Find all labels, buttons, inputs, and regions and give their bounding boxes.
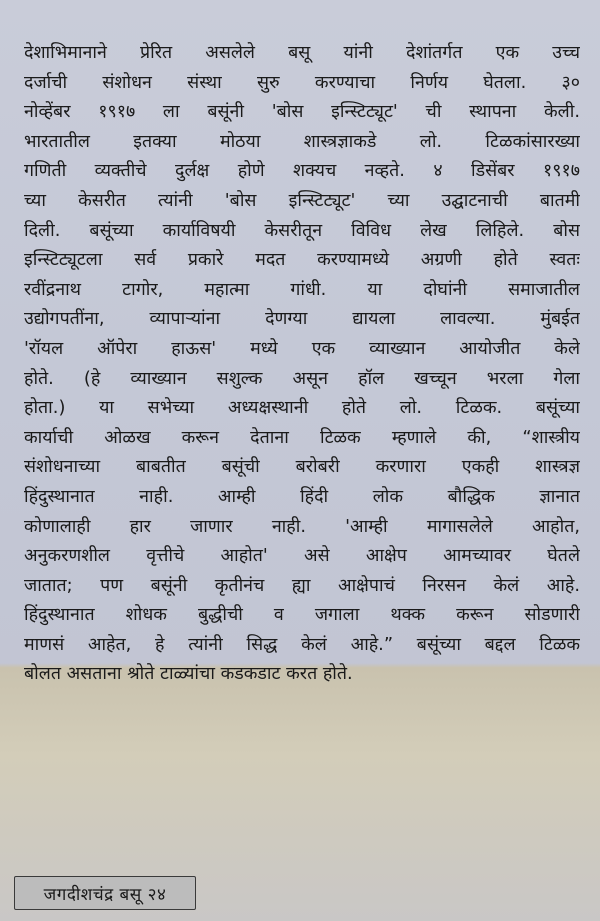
page-footer: जगदीशचंद्र बसू २४ xyxy=(14,876,196,910)
text-line: च्या केसरीत त्यांनी 'बोस इन्स्टिट्यूट' च्या उद्घाटनाची बातमी xyxy=(24,189,580,211)
text-line: दर्जाची संशोधन संस्था सुरु करण्याचा निर्णय घेतला. ३० xyxy=(24,71,580,93)
text-line: उद्योगपतींना, व्यापाऱ्यांना देणग्या द्यायला लावल्या. मुंबईत xyxy=(24,308,580,330)
text-line: माणसं आहेत, हे त्यांनी सिद्ध केलं आहे.” बसूंच्या बद्दल टिळक xyxy=(24,633,580,655)
text-line: रवींद्रनाथ टागोर, महात्मा गांधी. या दोघांनी समाजातील xyxy=(24,278,580,300)
text-line: नोव्हेंबर १९१७ ला बसूंनी 'बोस इन्स्टिट्यूट' ची स्थापना केली. xyxy=(24,101,580,123)
text-line: कोणालाही हार जाणार नाही. 'आम्ही मागासलेले आहोत, xyxy=(24,515,580,537)
text-line: दिली. बसूंच्या कार्याविषयी केसरीतून विविध लेख लिहिले. बोस xyxy=(24,219,580,241)
text-line: होते. (हे व्याख्यान सशुल्क असून हॉल खच्चून भरला गेला xyxy=(24,367,580,389)
text-line: बोलत असताना श्रोते टाळ्यांचा कडकडाट करत होते. xyxy=(24,663,353,685)
text-line: देशाभिमानाने प्रेरित असलेले बसू यांनी देशांतर्गत एक उच्च xyxy=(24,42,580,63)
text-line: भारतातील इतक्या मोठया शास्त्रज्ञाकडे लो. टिळकांसारख्या xyxy=(24,130,580,152)
text-line: हिंदुस्थानात नाही. आम्ही हिंदी लोक बौद्धिक ज्ञानात xyxy=(24,485,580,507)
body-text xyxy=(24,38,580,689)
text-line: जातात; पण बसूंनी कृतीनंच ह्या आक्षेपाचं निरसन केलं आहे. xyxy=(24,574,580,596)
text-line: संशोधनाच्या बाबतीत बसूंची बरोबरी करणारा एकही शास्त्रज्ञ xyxy=(24,456,580,478)
text-line: हिंदुस्थानात शोधक बुद्धीची व जगाला थक्क करून सोडणारी xyxy=(24,604,580,626)
text-line: कार्याची ओळख करून देताना टिळक म्हणाले की, “शास्त्रीय xyxy=(24,426,580,448)
text-line: इन्स्टिट्यूटला सर्व प्रकारे मदत करण्यामध्ये अग्रणी होते स्वतः xyxy=(24,249,580,271)
text-line: अनुकरणशील वृत्तीचे आहोत' असे आक्षेप आमच्यावर घेतले xyxy=(24,545,580,567)
text-line: 'रॉयल ऑपेरा हाऊस' मध्ये एक व्याख्यान आयोजीत केले xyxy=(24,337,580,359)
text-line: गणिती व्यक्तीचे दुर्लक्ष होणे शक्यच नव्हते. ४ डिसेंबर १९१७ xyxy=(24,160,580,182)
text-line: होता.) या सभेच्या अध्यक्षस्थानी होते लो. टिळक. बसूंच्या xyxy=(24,397,580,419)
